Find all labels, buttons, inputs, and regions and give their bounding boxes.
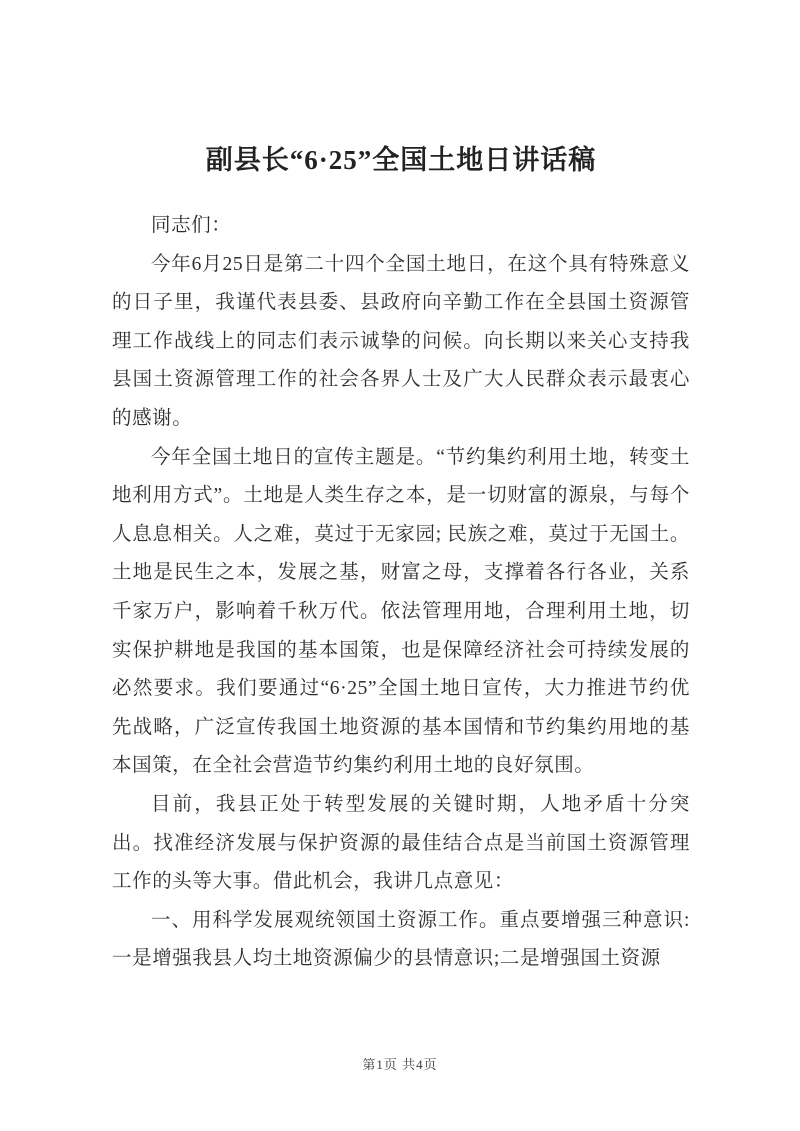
paragraph-point-one: 一、用科学发展观统领国土资源工作。重点要增强三种意识:一是增强我县人均土地资源偏少的县情意识;二是增强国土资源	[112, 909, 690, 970]
paragraph-current-situation: 目前，我县正处于转型发展的关键时期，人地矛盾十分突出。找准经济发展与保护资源的最佳结合点是当前国土资源管理工作的头等大事。借此机会，我讲几点意见：	[112, 793, 690, 893]
paragraph-theme: 今年全国土地日的宣传主题是。“节约集约利用土地，转变土地利用方式”。土地是人类生存之本，是一切财富的源泉，与每个人息息相关。人之难，莫过于无家园; 民族之难，莫过于无国土。土地是民生之本，发展之基，财富之母，支撑着各行各业，关系千家万户，影响着千秋万代。依法管理用地，合理利用土地，切实保护耕地是我国的基本国策，也是保障经济社会可持续发展的必然要求。我们要通过“6·25”全国土地日宣传，大力推进节约优先战略，广泛宣传我国土地资源的基本国情和节约集约用地的基本国策，在全社会营造节约集约利用土地的良好氛围。	[112, 446, 690, 777]
document-title: 副县长“6·25”全国土地日讲话稿	[205, 145, 597, 175]
paragraph-greeting: 今年6月25日是第二十四个全国土地日，在这个具有特殊意义的日子里，我谨代表县委、县政府向辛勤工作在全县国土资源管理工作战线上的同志们表示诚挚的问候。向长期以来关心支持我县国土资源管理工作的社会各界人士及广大人民群众表示最衷心的感谢。	[112, 253, 690, 429]
page-footer: 第1页 共4页	[362, 1057, 438, 1072]
paragraph-salutation: 同志们：	[151, 215, 232, 236]
document-content	[112, 138, 690, 979]
